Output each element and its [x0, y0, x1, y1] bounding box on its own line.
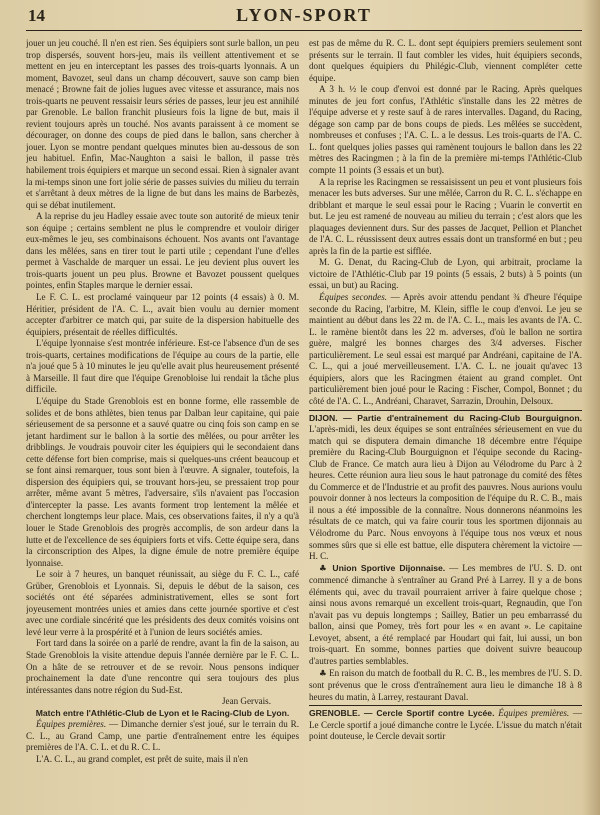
- article-paragraph: [309, 708, 582, 743]
- match-text: — Dimanche dernier s'est joué, sur le terrain du R. C. L., au Grand Camp, une partie d'entraînement entre les équipes premières de l'A. C. L. et du R. C. L.: [26, 719, 299, 753]
- page-number: 14: [28, 6, 45, 25]
- section-text: L'après-midi, les deux équipes se sont entraînées sérieusement en vue du match qui se disputera demain dimanche 18 décembre entre l'équipe première du Racing-Club Bourguignon et l'équipe seconde du Racing-Club de France. Ce match aura lieu à Dijon au Vélodrome du Parc à 2 heures. Cette réunion aura lieu sous le haut patronage du comité des fêtes du Commerce et de l'Industrie et au profit des pauvres. Nous aurions voulu pouvoir donner à nos lecteurs la composition de l'équipe du R. C. B., mais il nous a été impossible de la connaître. Nous donnerons néanmoins les résultats de ce match, qui va faire courir tous les sportmen dijonnais au Vélodrome du Parc. Nous envoyons à l'équipe tous nos vœux et nous sommes sûrs que si elle est battue, elle disputera chèrement la victoire — H. C.: [309, 424, 582, 562]
- article-paragraph: M. G. Denat, du Racing-Club de Lyon, qui arbitrait, proclame la victoire de l'Athlétic-Club par 19 points (5 essais, 2 buts) à 5 points (un essai, un but) au Racing.: [309, 257, 582, 291]
- article-paragraph: L'équipe lyonnaise s'est montrée inférieure. Est-ce l'absence d'un de ses trois-quarts, certaines modifications de l'équipe au cours de la partie, elle n'a joué que 5 à 10 minutes le jeu qu'elle avait plus heureusement présenté à Marseille. Il faut dire que l'équipe Grenobloise lui rendait la tâche plus difficile.: [26, 338, 299, 395]
- grenoble-heading: GRENOBLE. — Cercle Sportif contre Lycée.: [309, 708, 495, 719]
- section-text: — Après avoir attendu pendant ¾ d'heure l'équipe seconde du Racing, l'arbitre, M. Klein, siffle le coup d'envoi. Le jeu se maintient au début dans les 22 m. de l'A. C. L., mais les avants de l'A. C. L. le ramène bientôt dans les 22 m. adverses, d'où le ballon ne sortira guère, malgré les bonnes charges des 3/4 adverses. Fischer particulièrement. Le seul essai est marqué par Andréani, capitaine de l'A. C. L., qui a joué merveilleusement. L'A. C. L. ne jouait qu'avec 13 équipiers, alors que les Racingmen étaient au grand complet. Ont particulièrement bien joué pour le Racing : Fischer, Compol, Bonnet ; du côté de l'A. C. L., Andréani, Charavet, Sarrazin, Drouhin, Delsoux.: [309, 292, 582, 406]
- clover-icon: ♣: [319, 668, 327, 679]
- divider: [309, 705, 582, 706]
- divider: [309, 410, 582, 411]
- right-column: [309, 38, 582, 808]
- left-column: [26, 38, 299, 808]
- article-columns: [26, 38, 582, 808]
- article-paragraph: A la reprise du jeu Hadley essaie avec toute son autorité de mieux tenir son équipe ; certains semblent ne plus le comprendre et vouloir diriger eux-mêmes le jeu, ses combinaisons échouent. Nos avants ont l'avantage dans les mêlées, sans en tirer tout le parti utile ; cependant l'une d'elles permet à Vaschalde de marquer un essai. Le jeu devient plus ouvert les trois-quarts jouent un peu plus. Browne et Bavozet poussent quelques pointes, enfin Staples marque le dernier essai.: [26, 211, 299, 291]
- article-paragraph: Fort tard dans la soirée on a parlé de rendre, avant la fin de la saison, au Stade Grenoblois la visite attendue depuis l'année dernière par le F. C. L. On a hâte de se retrouver et de se revoir. Nous pensons indiquer prochainement la date d'une rencontre qui sera toujours des plus intéressantes dans notre région du Sud-Est.: [26, 638, 299, 695]
- article-paragraph: Le F. C. L. est proclamé vainqueur par 12 points (4 essais) à 0. M. Héritier, président de l'A. C. L., avait bien voulu au dernier moment accepter d'arbitrer ce match qui, par suite de la dispersion habituelle des équipiers, présentait de réelles difficultés.: [26, 292, 299, 337]
- section-heading: [26, 708, 299, 720]
- article-paragraph: L'équipe du Stade Grenoblois est en bonne forme, elle rassemble de solides et de bons athlètes, bien tenus par Dalban leur capitaine, qui paie sérieusement de sa personne et a sauvé quatre ou cinq fois son camp en se jetant hardiment sur le ballon à la sortie des mêlées, ou pour arrêter les dribblings. Je voudrais pouvoir citer les équipiers qui le secondaient dans cette défense fort bien comprise, mais si quelques-uns créent beaucoup et se font ainsi remarquer, tous sont bien à l'œuvre. A signaler, toutefois, la dispersion des équipiers qui, se trouvant hors-jeu, se pressaient trop pour arrêter, même avant 5 mètres, l'adversaire, s'ils n'avaient pas l'occasion d'intercepter la passe. Les avants forment trop lentement la mêlée et cherchent longtemps leur place. Mais, ces observations faites, il n'y a qu'à louer le Stade Grenoblois des progrès accomplis, de son ardeur dans la lutte et de l'excellence de ses équipiers forts et vifs. Cette équipe sera, dans la circonscription des Alpes, la digne émule de notre première équipe lyonnaise.: [26, 395, 299, 568]
- article-paragraph: est pas de même du R. C. L. dont sept équipiers premiers seulement sont présents sur le terrain. Il faut combler les vides, huit équipiers seconds, dont quelques équipiers du Philégic-Club, viennent compléter cette équipe.: [309, 38, 582, 83]
- article-paragraph: A la reprise les Racingmen se ressaisissent un peu et vont plusieurs fois menacer les buts adverses. Sur une mêlée, Carron du R. C. L. s'échappe en dribblant et marque le seul essai pour le Racing ; Vuarin le convertit en but. Le jeu est ramené de nouveau au milieu du terrain ; c'est alors que les plaquages deviennent durs. Sur des passes de Jacquet, Pellion et Planchet de l'A. C. L. réussissent deux autres essais dont un transformé en but ; peu après la fin de la partie est sifflée.: [309, 176, 582, 256]
- masthead: LYON-SPORT: [236, 5, 372, 25]
- team-lead: Équipes premières.: [36, 719, 107, 730]
- team-lead: Équipes premières.: [498, 708, 570, 719]
- team-lead: Équipes secondes.: [319, 292, 388, 303]
- article-paragraph: [309, 563, 582, 668]
- article-paragraph: [309, 668, 582, 704]
- article-paragraph: [309, 413, 582, 563]
- article-paragraph: jouer un jeu couché. Il n'en est rien. Ses équipiers sont surle ballon, un peu trop dispersés, souvent hors-jeu, mais ils veillent attentivement et se mettent en jeu en interceptant les passes des trois-quarts lyonnais. A un moment, Bavozet, seul dans un champ découvert, sauve son camp bien menacé ; Browne fait de jolies lugues avec vitesse et assurance, mais nos trois-quarts ne peuvent ressaisir leurs séries de passes, leur jeu est annihilé par Grenoble. Le ballon franchit plusieurs fois la ligne de but, mais il revient toujours après un touché. Nos avants paraissent à ce moment se décourager, on donne des coups de pied dans le ballon, sans chercher à jouer. Lyon se montre pendant quelques minutes bien au-dessous de son jeu habituel. Enfin, Mac-Naughton a saisi le ballon, il passe très habilement trois équipiers et marque un second essai. Rien à signaler avant la mi-temps sinon une fort jolie série de passes suivies du milieu du terrain et s'arrêtant à deux mètres de la ligne de but dans les mains de Barbezès, qui se débat inutilement.: [26, 38, 299, 210]
- page-header: [26, 4, 582, 31]
- article-paragraph: [309, 292, 582, 407]
- article-signature: Jean Gervais.: [222, 696, 271, 707]
- match-heading: Match entre l'Athlétic-Club de Lyon et le Racing-Club de Lyon.: [35, 707, 290, 718]
- section-text: — Les membres de l'U. S. D. ont commencé dimanche à s'entraîner au Grand Pré à Larrey. Il y a de bons éléments qui, avec du travail pourraient arriver à faire quelque chose ; ainsi nous avons remarqué un excellent trois-quart, Regnaudin, que l'on n'avait pas vu depuis longtemps ; Sailley, Batier un peu embarrassé du ballon, ainsi que Pomey, très fort pour les « en avant ». Le capitaine Levoyet, absent, a été remplacé par Houdart qui fait, lui aussi, un bon trois-quart. En somme, bonnes parties que doivent suivre beaucoup d'autres parties semblables.: [309, 562, 582, 666]
- union-heading: Union Sportive Dijonnaise.: [332, 562, 446, 573]
- clover-icon: ♣: [319, 563, 329, 574]
- article-paragraph: [26, 719, 299, 754]
- article-paragraph: A 3 h. ½ le coup d'envoi est donné par le Racing. Après quelques minutes de jeu fort confus, l'Athlétic s'installe dans les 22 mètres de l'équipe adverse et y reste sauf à de rares intervalles. Dagand, du Racing, dégage son camp par de bons coups de pieds. Les mêlées se succèdent, nombreuses et confuses ; l'A. C. L. a le dessus. Les trois-quarts de l'A. C. L. font quelques jolies passes qui ramènent toujours le ballon dans les 22 mètres des Racingmen ; à la fin de la première mi-temps l'Athlétic-Club compte 11 points (3 essais et un but).: [309, 84, 582, 176]
- dijon-heading: DIJON. — Partie d'entraînement du Racing-Club Bourguignon.: [309, 412, 582, 423]
- article-paragraph: Le soir à 7 heures, un banquet réunissait, au siège du F. C. L., café Grüber, Grenoblois et Lyonnais. Si, depuis le début de la saison, ces sociétés ont été séparées administrativement, elles se sont fort joyeusement montrées unies et amies dans cette journée sportive et c'est avec une cordiale sincérité que les présidents des deux comités voisins ont levé leur verre à la prospérité et à l'union de leurs sociétés amies.: [26, 569, 299, 637]
- section-text: En raison du match de football du R. C. B., les membres de l'U. S. D. sont prévenus que le cross d'entraînement aura lieu le dimanche 18 à 8 heures du matin, à Larrey, restaurant Daval.: [309, 667, 582, 702]
- section-text: — Le Cercle sportif a joué dimanche contre le Lycée. L'issue du match n'était point douteuse, le Cercle devait sortir: [309, 708, 582, 742]
- article-paragraph: L'A. C. L., au grand complet, est prêt de suite, mais il n'en: [36, 753, 248, 764]
